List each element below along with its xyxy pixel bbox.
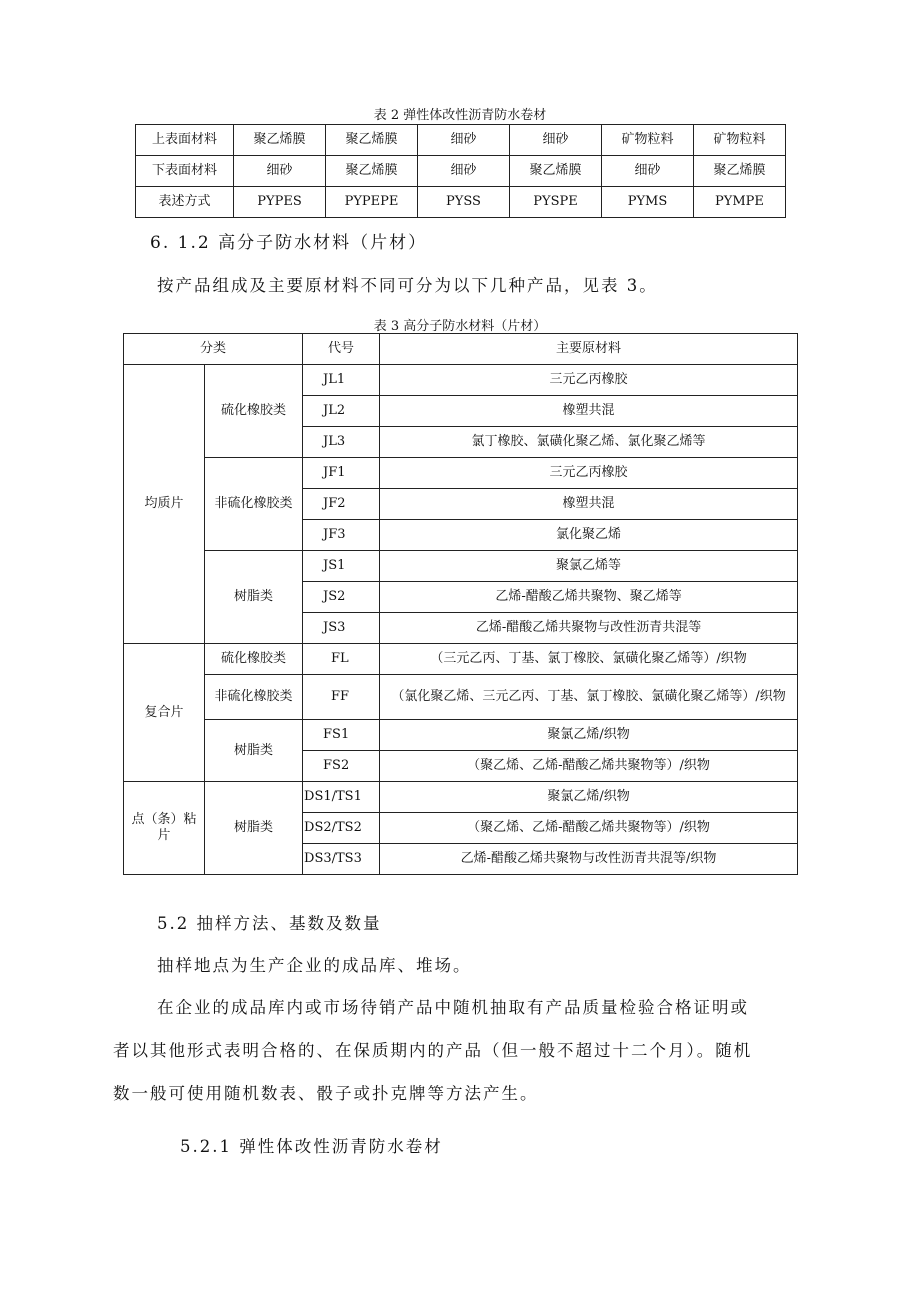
section-heading-5-2-1: 5.2.1 弹性体改性沥青防水卷材 [180, 1137, 443, 1156]
code-cell: FS2 [303, 751, 380, 782]
table3 [123, 333, 798, 875]
paragraph-line: 在企业的成品库内或市场待销产品中随机抽取有产品质量检验合格证明或 [157, 998, 749, 1017]
table-cell: 细砂 [418, 156, 510, 187]
table-cell: 上表面材料 [136, 125, 234, 156]
table-cell: 聚乙烯膜 [326, 156, 418, 187]
table-row [124, 458, 798, 489]
subgroup-resin: 树脂类 [205, 720, 303, 782]
table-cell: PYMPE [694, 187, 786, 218]
table-row [136, 125, 786, 156]
group-composite: 复合片 [124, 644, 205, 782]
table-row [136, 187, 786, 218]
code-cell: JL1 [303, 365, 380, 396]
paragraph: 抽样地点为生产企业的成品库、堆场。 [157, 956, 472, 975]
code-cell: JF3 [303, 520, 380, 551]
material-cell: 聚氯乙烯等 [380, 551, 798, 582]
code-cell: DS1/TS1 [303, 782, 380, 813]
table-row [124, 675, 798, 720]
material-cell: 橡塑共混 [380, 489, 798, 520]
table-cell: PYPEPE [326, 187, 418, 218]
header-code: 代号 [303, 334, 380, 365]
material-cell: 乙烯-醋酸乙烯共聚物与改性沥青共混等 [380, 613, 798, 644]
group-homogeneous: 均质片 [124, 365, 205, 644]
material-cell: 氯丁橡胶、氯磺化聚乙烯、氯化聚乙烯等 [380, 427, 798, 458]
subgroup-resin: 树脂类 [205, 782, 303, 875]
code-cell: FS1 [303, 720, 380, 751]
table-cell: PYSPE [510, 187, 602, 218]
table-cell: 下表面材料 [136, 156, 234, 187]
header-material: 主要原材料 [380, 334, 798, 365]
paragraph-line: 者以其他形式表明合格的、在保质期内的产品（但一般不超过十二个月）。随机 [113, 1041, 753, 1060]
code-cell: JS2 [303, 582, 380, 613]
table-cell: 细砂 [234, 156, 326, 187]
subgroup-non-vulcanized: 非硫化橡胶类 [205, 675, 303, 720]
section-heading-5-2: 5.2 抽样方法、基数及数量 [157, 914, 382, 933]
table-row [124, 644, 798, 675]
group-spot: 点（条）粘片 [124, 782, 205, 875]
subgroup-vulcanized: 硫化橡胶类 [205, 644, 303, 675]
table-row [124, 720, 798, 751]
table-row [124, 551, 798, 582]
material-cell: （聚乙烯、乙烯-醋酸乙烯共聚物等）/织物 [380, 813, 798, 844]
section-heading-6-1-2: 6. 1.2 高分子防水材料（片材） [150, 233, 428, 253]
material-cell: 三元乙丙橡胶 [380, 365, 798, 396]
material-cell: 聚氯乙烯/织物 [380, 782, 798, 813]
code-cell: JF2 [303, 489, 380, 520]
code-cell: DS3/TS3 [303, 844, 380, 875]
material-cell: 橡塑共混 [380, 396, 798, 427]
table-cell: 细砂 [602, 156, 694, 187]
material-cell: 三元乙丙橡胶 [380, 458, 798, 489]
table-cell: PYPES [234, 187, 326, 218]
code-cell: JL2 [303, 396, 380, 427]
table-cell: 聚乙烯膜 [326, 125, 418, 156]
material-cell: 乙烯-醋酸乙烯共聚物与改性沥青共混等/织物 [380, 844, 798, 875]
subgroup-vulcanized: 硫化橡胶类 [205, 365, 303, 458]
code-cell: JL3 [303, 427, 380, 458]
table3-caption: 表 3 高分子防水材料（片材） [373, 319, 547, 334]
material-cell: （氯化聚乙烯、三元乙丙、丁基、氯丁橡胶、氯磺化聚乙烯等）/织物 [380, 675, 798, 720]
table-cell: 矿物粒料 [694, 125, 786, 156]
material-cell: （三元乙丙、丁基、氯丁橡胶、氯磺化聚乙烯等）/织物 [380, 644, 798, 675]
paragraph: 按产品组成及主要原材料不同可分为以下几种产品，见表 3。 [157, 276, 658, 295]
table-row [124, 365, 798, 396]
table-cell: 聚乙烯膜 [694, 156, 786, 187]
table-cell: 细砂 [510, 125, 602, 156]
table-row [136, 156, 786, 187]
table-cell: 表述方式 [136, 187, 234, 218]
table-cell: 聚乙烯膜 [234, 125, 326, 156]
subgroup-resin: 树脂类 [205, 551, 303, 644]
table-cell: 聚乙烯膜 [510, 156, 602, 187]
table-row [124, 782, 798, 813]
material-cell: （聚乙烯、乙烯-醋酸乙烯共聚物等）/织物 [380, 751, 798, 782]
code-cell: FL [303, 644, 380, 675]
code-cell: JS3 [303, 613, 380, 644]
header-category: 分类 [124, 334, 303, 365]
subgroup-non-vulcanized: 非硫化橡胶类 [205, 458, 303, 551]
table-cell: 矿物粒料 [602, 125, 694, 156]
code-cell: JS1 [303, 551, 380, 582]
material-cell: 氯化聚乙烯 [380, 520, 798, 551]
table-cell: PYSS [418, 187, 510, 218]
code-cell: DS2/TS2 [303, 813, 380, 844]
table2 [135, 124, 786, 218]
paragraph-line: 数一般可使用随机数表、骰子或扑克牌等方法产生。 [113, 1084, 539, 1103]
table-header-row [124, 334, 798, 365]
material-cell: 聚氯乙烯/织物 [380, 720, 798, 751]
code-cell: JF1 [303, 458, 380, 489]
table-cell: 细砂 [418, 125, 510, 156]
material-cell: 乙烯-醋酸乙烯共聚物、聚乙烯等 [380, 582, 798, 613]
table2-caption: 表 2 弹性体改性沥青防水卷材 [373, 108, 547, 123]
table-cell: PYMS [602, 187, 694, 218]
code-cell: FF [303, 675, 380, 720]
